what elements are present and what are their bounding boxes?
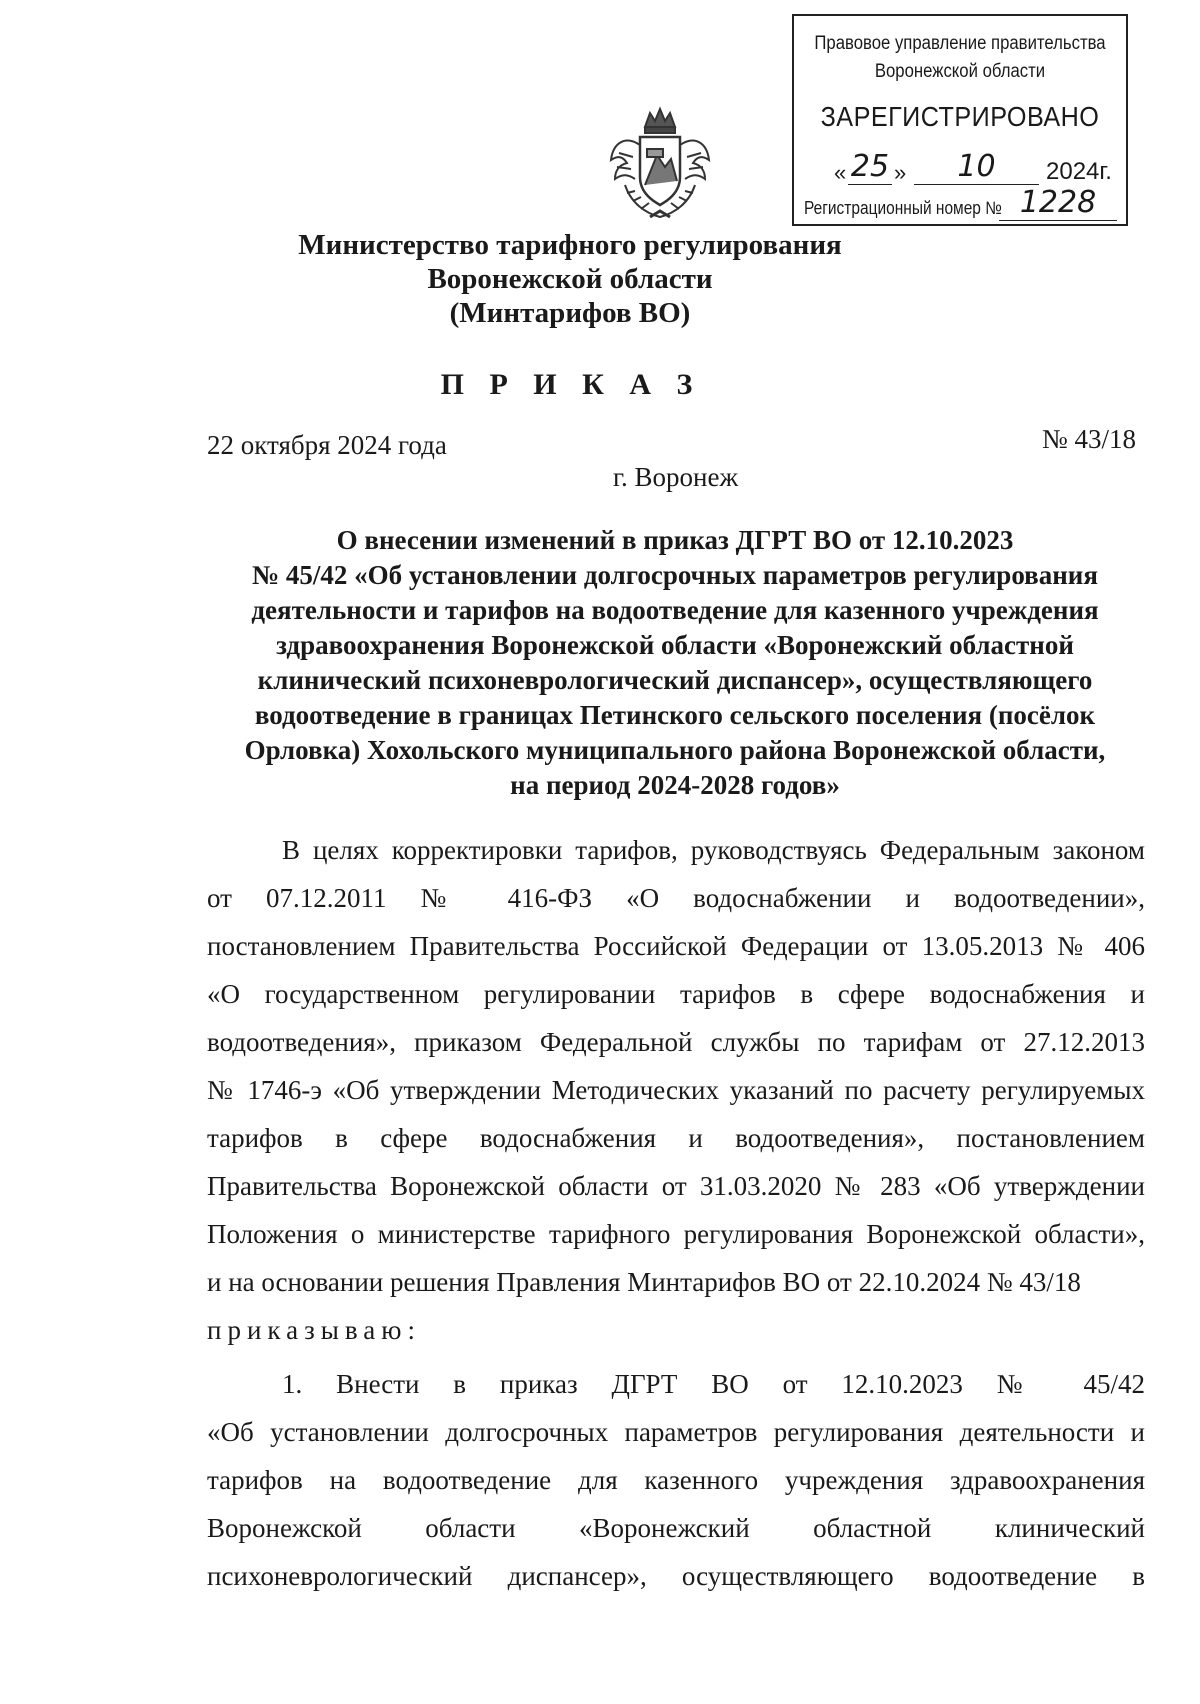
stamp-status: ЗАРЕГИСТРИРОВАНО (820, 101, 1100, 132)
order-item-1 (207, 1360, 1145, 1600)
item-line: «Об установлении долгосрочных параметров регулирования деятельности и (207, 1417, 1145, 1447)
document-city: г. Воронеж (613, 462, 739, 492)
stamp-year: 2024г. (1046, 158, 1112, 185)
document-title (200, 523, 1150, 803)
title-line: № 45/42 «Об установлении долгосрочных параметров регулирования (252, 560, 1098, 590)
title-line: Орловка) Хохольского муниципального района Воронежской области, (244, 735, 1106, 765)
stamp-regnum-value: 1228 (999, 186, 1117, 221)
stamp-month: 10 (914, 150, 1039, 185)
ministry-name-line: Воронежской области (427, 263, 713, 295)
title-line: клинический психоневрологический диспансер», осуществляющего (257, 665, 1093, 695)
item-line: тарифов на водоотведение для казенного учреждения здравоохранения (207, 1465, 1145, 1495)
body-line: тарифов в сфере водоснабжения и водоотведения», постановлением (207, 1123, 1145, 1153)
stamp-regnum-label: Регистрационный номер № (804, 198, 1002, 218)
body-line: Положения о министерстве тарифного регулирования Воронежской области», (207, 1219, 1145, 1249)
document-number: № 43/18 (1042, 424, 1137, 454)
document-type (0, 368, 1200, 402)
item-line: Воронежской области «Воронежский областной клинический (207, 1513, 1145, 1543)
body-line: и на основании решения Правления Минтарифов ВО от 22.10.2024 № 43/18 (207, 1267, 1081, 1297)
body-line: от 07.12.2011 № 416-ФЗ «О водоснабжении и водоотведении», (207, 883, 1145, 913)
body-line: водоотведения», приказом Федеральной службы по тарифам от 27.12.2013 (207, 1027, 1145, 1057)
ministry-header (0, 228, 1200, 330)
title-line: водоотведение в границах Петинского сельского поселения (посёлок (254, 700, 1096, 730)
coat-of-arms-icon (605, 105, 715, 223)
title-line: на период 2024-2028 годов» (510, 770, 840, 800)
stamp-org-line: Воронежской области (874, 61, 1046, 82)
document-date: 22 октября 2024 года (207, 430, 447, 460)
body-line: постановлением Правительства Российской Федерации от 13.05.2013 № 406 (207, 931, 1145, 961)
stamp-open-quote: « (834, 160, 847, 185)
title-line: здравоохранения Воронежской области «Воронежский областной (276, 630, 1074, 660)
title-line: деятельности и тарифов на водоотведение для казенного учреждения (251, 595, 1099, 625)
order-verb: приказываю: (207, 1315, 421, 1345)
body-line: Правительства Воронежской области от 31.03.2020 № 283 «Об утверждении (207, 1171, 1145, 1201)
stamp-day: 25 (848, 150, 892, 185)
preamble-paragraph (207, 826, 1145, 1354)
stamp-org-line: Правовое управление правительства (814, 33, 1106, 54)
item-line: 1. Внести в приказ ДГРТ ВО от 12.10.2023 № 45/42 (282, 1369, 1145, 1399)
stamp-close-quote: » (894, 160, 907, 185)
body-line: В целях корректировки тарифов, руководствуясь Федеральным законом (282, 835, 1145, 865)
document-type-text: П Р И К А З (440, 368, 702, 401)
ministry-abbreviation: (Минтарифов ВО) (449, 297, 691, 329)
ministry-name-line: Министерство тарифного регулирования (298, 229, 842, 261)
stamp-organization (814, 30, 1106, 86)
registration-stamp (792, 14, 1128, 226)
body-line: № 1746-э «Об утверждении Методических указаний по расчету регулируемых (207, 1075, 1145, 1105)
item-line: психоневрологический диспансер», осуществляющего водоотведение в (207, 1561, 1145, 1591)
title-line: О внесении изменений в приказ ДГРТ ВО от 12.10.2023 (336, 525, 1014, 555)
body-line: «О государственном регулировании тарифов в сфере водоснабжения и (207, 979, 1145, 1009)
